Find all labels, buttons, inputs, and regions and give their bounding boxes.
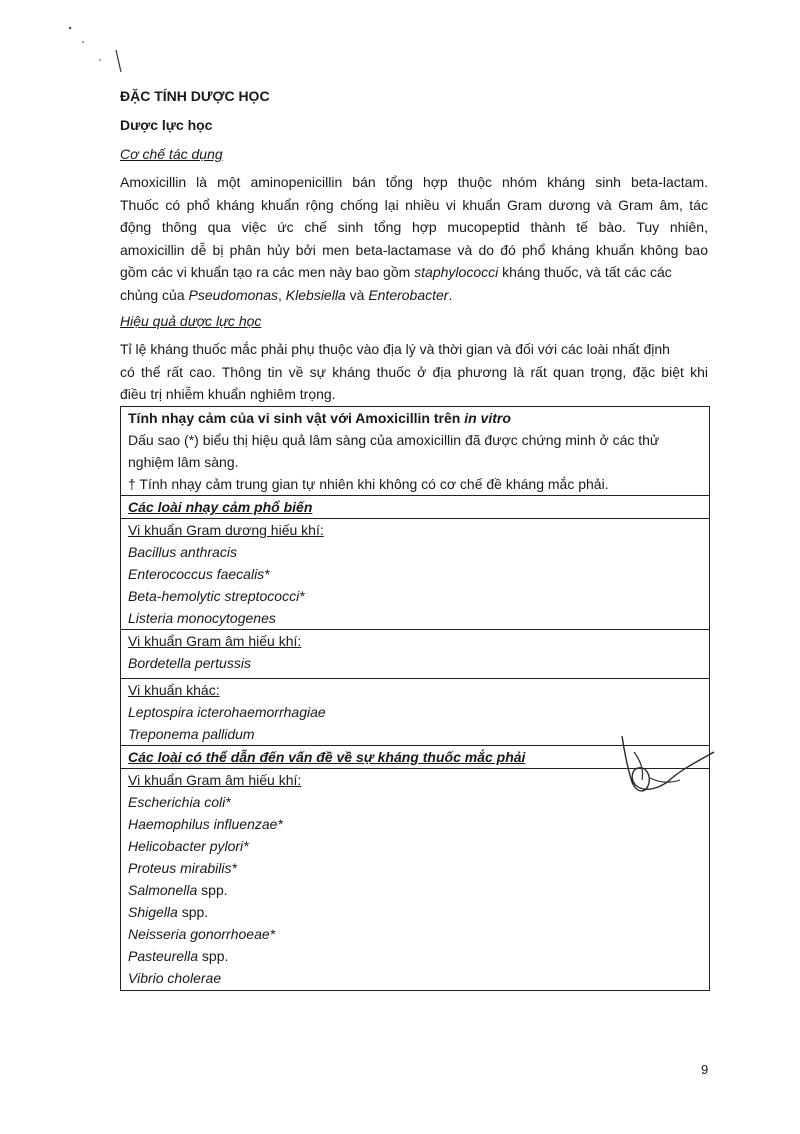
text-run: in vitro — [464, 410, 511, 426]
group-heading: Vi khuẩn khác: — [128, 682, 220, 698]
text-run: , — [278, 286, 286, 303]
group-heading: Vi khuẩn Gram dương hiếu khí: — [128, 522, 324, 538]
text-run: . — [448, 286, 453, 303]
organism-item: Beta-hemolytic streptococci* — [128, 588, 305, 604]
handwritten-signature-icon — [610, 730, 720, 800]
table-row — [121, 630, 710, 679]
text-run: Neisseria gonorrhoeae* — [128, 926, 276, 942]
mechanism-line: Thuốc có phổ kháng khuẩn rộng chống lại nhiều vi khuẩn Gram dương và Gram âm, tác — [120, 196, 708, 213]
text-run: Shigella — [128, 904, 178, 920]
text-run: Salmonella — [128, 882, 198, 898]
organism-name: staphylococci — [414, 264, 499, 280]
table-cell — [121, 630, 710, 679]
table-cell — [121, 407, 710, 496]
organism-name: Pseudomonas — [188, 286, 279, 303]
table-row — [121, 407, 710, 496]
organism-item: Bacillus anthracis — [128, 544, 237, 560]
text-run: Haemophilus influenzae* — [128, 816, 283, 832]
text-run: spp. — [198, 948, 229, 964]
text-run: kháng thuốc, và tất các các — [498, 264, 672, 280]
organism-item — [128, 857, 702, 879]
mechanism-line: động thông qua việc ức chế sinh tổng hợp mucopeptid thành tế bào. Tuy nhiên, — [120, 219, 708, 235]
table-note: † Tính nhạy cảm trung gian tự nhiên khi không có cơ chế đề kháng mắc phải. — [128, 476, 609, 492]
text-run: Vibrio cholerae — [128, 970, 222, 986]
scan-specks-icon — [0, 0, 160, 80]
group-heading: Vi khuẩn Gram âm hiếu khí: — [128, 772, 302, 788]
text-run: spp. — [197, 882, 228, 898]
organism-item — [128, 967, 702, 989]
text-run: Tính nhạy cảm của vi sinh vật với Amoxicillin trên — [128, 410, 465, 426]
organism-item: Enterococcus faecalis* — [128, 566, 270, 582]
text-run: Proteus mirabilis* — [128, 860, 237, 876]
table-cell — [121, 769, 710, 991]
table-title — [128, 407, 702, 429]
organism-name: Klebsiella — [285, 286, 346, 303]
table-row — [121, 519, 710, 630]
organism-item — [128, 835, 702, 857]
text-run: gồm các vi khuẩn tạo ra các men này bao gồm — [120, 264, 415, 280]
organism-name: Enterobacter — [368, 286, 449, 303]
efficacy-line: có thể rất cao. Thông tin về sự kháng thuốc ở địa phương là rất quan trọng, đặc biệt khi — [120, 363, 708, 380]
mechanism-line — [120, 261, 708, 284]
mechanism-line — [120, 284, 708, 307]
table-row — [121, 769, 710, 991]
mechanism-paragraph — [120, 171, 708, 306]
mechanism-line: amoxicillin dễ bị phân hủy bởi men beta-lactamase và do đó phổ kháng khuẩn không bao — [120, 241, 708, 258]
text-run: Pasteurella — [128, 948, 199, 964]
category-heading: Các loài nhạy cảm phổ biến — [128, 499, 313, 515]
susceptibility-table — [120, 406, 710, 991]
organism-item — [128, 879, 702, 901]
efficacy-heading: Hiệu quả dược lực học — [120, 313, 262, 329]
group-heading: Vi khuẩn Gram âm hiếu khí: — [128, 633, 302, 649]
table-row — [121, 496, 710, 519]
text-run: chủng của — [120, 286, 189, 303]
table-note: nghiệm lâm sàng. — [128, 454, 239, 470]
mechanism-heading: Cơ chế tác dụng — [120, 146, 223, 162]
organism-item: Listeria monocytogenes — [128, 610, 276, 626]
organism-item: Leptospira icterohaemorrhagiae — [128, 704, 326, 720]
efficacy-line: Tỉ lệ kháng thuốc mắc phải phụ thuộc vào địa lý và thời gian và đối với các loài nhất định — [120, 341, 670, 357]
text-run: spp. — [177, 904, 209, 920]
table-cell — [121, 519, 710, 630]
organism-item: Treponema pallidum — [128, 726, 255, 742]
page-number: 9 — [701, 1062, 709, 1077]
organism-item — [128, 945, 702, 967]
table-cell — [121, 496, 710, 519]
text-run: Helicobacter pylori* — [128, 838, 249, 854]
organism-item — [128, 923, 702, 945]
organism-item — [128, 813, 702, 835]
text-run: Escherichia coli* — [128, 794, 231, 810]
table-note: Dấu sao (*) biểu thị hiệu quả lâm sàng của amoxicillin đã được chứng minh ở các thử — [128, 432, 660, 448]
efficacy-paragraph — [120, 338, 708, 406]
section-heading: ĐẶC TÍNH DƯỢC HỌC — [120, 88, 270, 104]
text-run: và — [345, 286, 369, 303]
organism-item: Bordetella pertussis — [128, 655, 251, 671]
subsection-heading: Dược lực học — [120, 117, 213, 133]
organism-item — [128, 901, 702, 923]
category-heading: Các loài có thể dẫn đến vấn đề về sự kháng thuốc mắc phải — [128, 749, 526, 765]
mechanism-line: Amoxicillin là một aminopenicillin bán tổng hợp thuộc nhóm kháng sinh beta-lactam. — [120, 174, 708, 190]
efficacy-line: điều trị nhiễm khuẩn nghiêm trọng. — [120, 386, 336, 402]
